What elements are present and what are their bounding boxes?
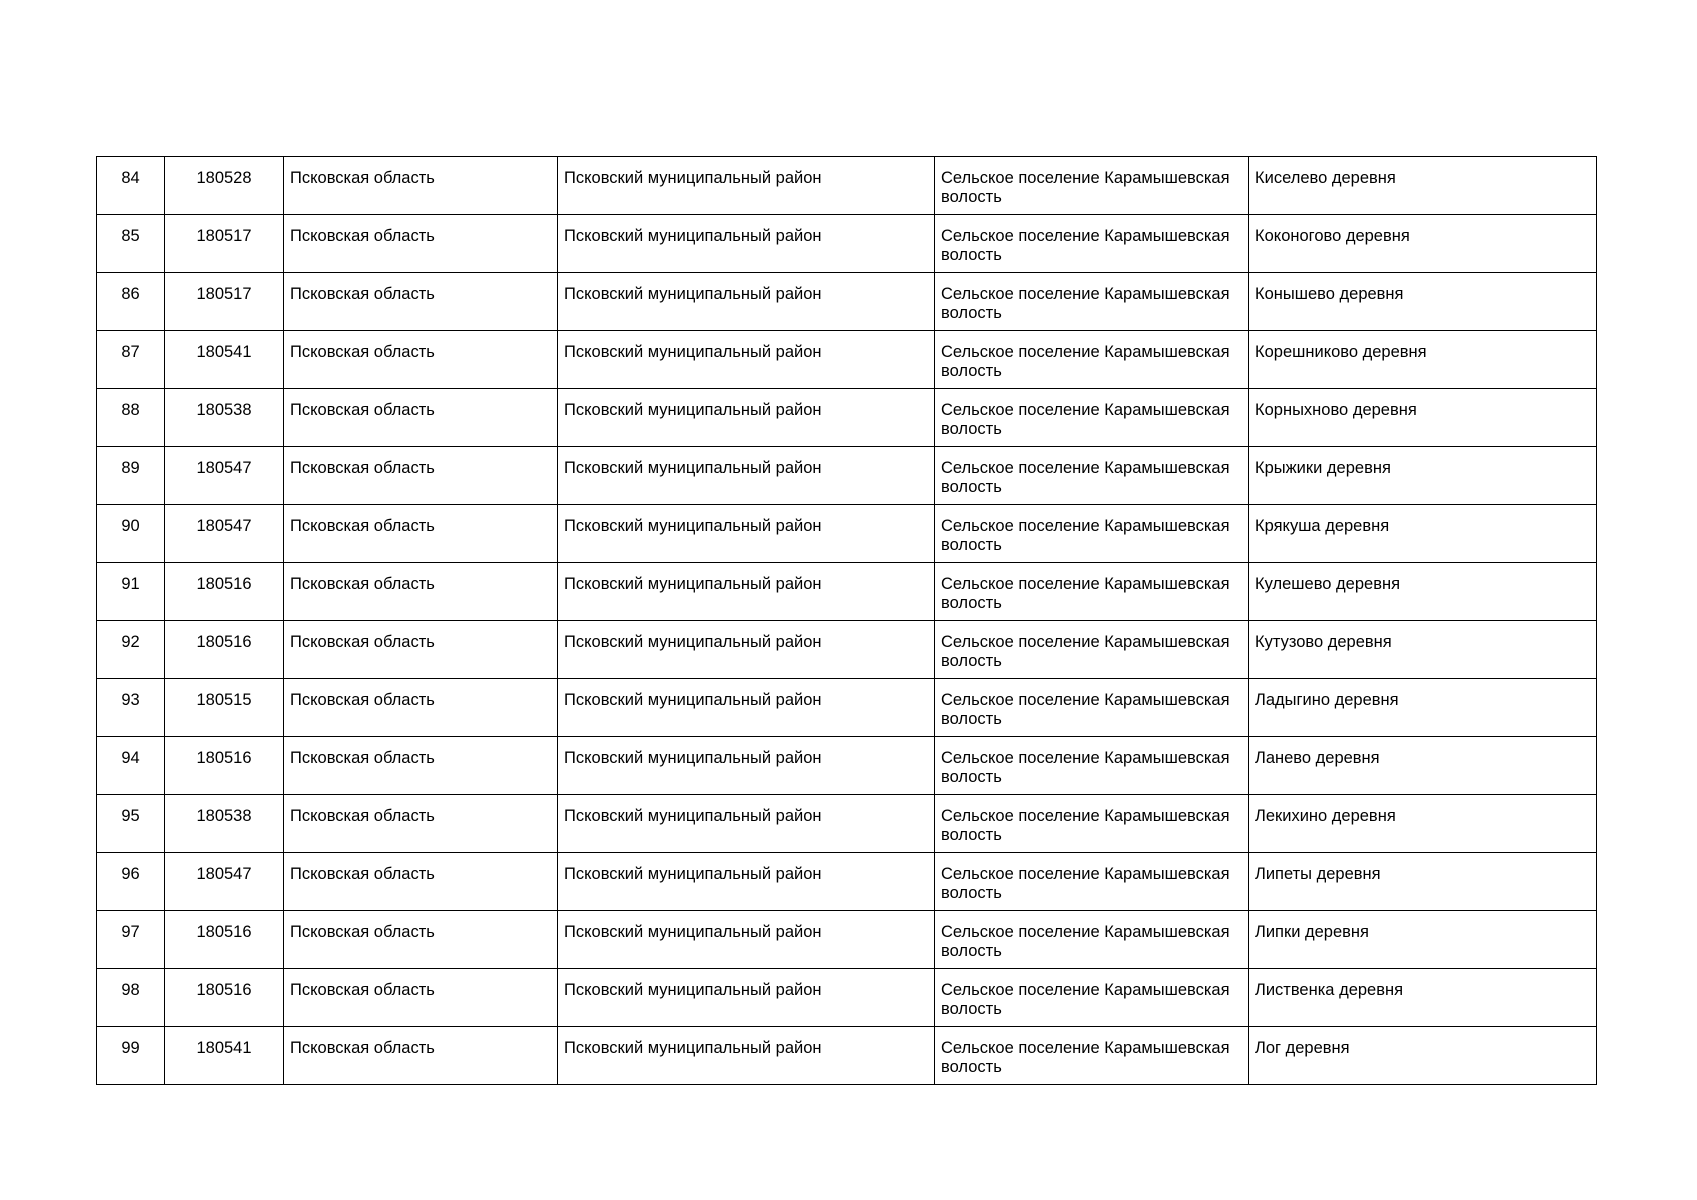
table-row [97, 737, 1597, 795]
locality-cell: Кутузово деревня [1249, 621, 1597, 679]
postal-code-cell: 180538 [165, 389, 284, 447]
district-cell: Псковский муниципальный район [558, 621, 935, 679]
table-row [97, 1027, 1597, 1085]
table-row [97, 621, 1597, 679]
region-cell: Псковская область [284, 563, 558, 621]
settlement-cell: Сельское поселение Карамышевская волость [935, 215, 1249, 273]
settlement-cell: Сельское поселение Карамышевская волость [935, 737, 1249, 795]
region-cell: Псковская область [284, 215, 558, 273]
locality-cell: Лиственка деревня [1249, 969, 1597, 1027]
settlement-cell: Сельское поселение Карамышевская волость [935, 621, 1249, 679]
region-cell: Псковская область [284, 157, 558, 215]
settlements-table [96, 156, 1597, 1085]
postal-code-cell: 180528 [165, 157, 284, 215]
settlement-cell: Сельское поселение Карамышевская волость [935, 157, 1249, 215]
table-row [97, 795, 1597, 853]
postal-code-cell: 180516 [165, 621, 284, 679]
settlement-cell: Сельское поселение Карамышевская волость [935, 331, 1249, 389]
locality-cell: Корныхново деревня [1249, 389, 1597, 447]
row-number-cell: 88 [97, 389, 165, 447]
region-cell: Псковская область [284, 505, 558, 563]
row-number-cell: 99 [97, 1027, 165, 1085]
row-number-cell: 86 [97, 273, 165, 331]
district-cell: Псковский муниципальный район [558, 795, 935, 853]
district-cell: Псковский муниципальный район [558, 505, 935, 563]
row-number-cell: 92 [97, 621, 165, 679]
row-number-cell: 87 [97, 331, 165, 389]
district-cell: Псковский муниципальный район [558, 563, 935, 621]
postal-code-cell: 180517 [165, 273, 284, 331]
postal-code-cell: 180515 [165, 679, 284, 737]
region-cell: Псковская область [284, 911, 558, 969]
postal-code-cell: 180538 [165, 795, 284, 853]
region-cell: Псковская область [284, 679, 558, 737]
district-cell: Псковский муниципальный район [558, 737, 935, 795]
table-row [97, 447, 1597, 505]
table-body [97, 157, 1597, 1085]
settlement-cell: Сельское поселение Карамышевская волость [935, 447, 1249, 505]
table-row [97, 273, 1597, 331]
locality-cell: Кулешево деревня [1249, 563, 1597, 621]
row-number-cell: 98 [97, 969, 165, 1027]
district-cell: Псковский муниципальный район [558, 215, 935, 273]
region-cell: Псковская область [284, 1027, 558, 1085]
region-cell: Псковская область [284, 853, 558, 911]
postal-code-cell: 180516 [165, 563, 284, 621]
postal-code-cell: 180547 [165, 447, 284, 505]
locality-cell: Коконогово деревня [1249, 215, 1597, 273]
postal-code-cell: 180547 [165, 505, 284, 563]
district-cell: Псковский муниципальный район [558, 969, 935, 1027]
table-row [97, 563, 1597, 621]
postal-code-cell: 180517 [165, 215, 284, 273]
row-number-cell: 84 [97, 157, 165, 215]
region-cell: Псковская область [284, 795, 558, 853]
row-number-cell: 89 [97, 447, 165, 505]
row-number-cell: 85 [97, 215, 165, 273]
table-row [97, 215, 1597, 273]
region-cell: Псковская область [284, 331, 558, 389]
district-cell: Псковский муниципальный район [558, 157, 935, 215]
postal-code-cell: 180516 [165, 737, 284, 795]
table-row [97, 911, 1597, 969]
settlement-cell: Сельское поселение Карамышевская волость [935, 563, 1249, 621]
locality-cell: Липки деревня [1249, 911, 1597, 969]
postal-code-cell: 180547 [165, 853, 284, 911]
region-cell: Псковская область [284, 621, 558, 679]
settlement-cell: Сельское поселение Карамышевская волость [935, 505, 1249, 563]
settlement-cell: Сельское поселение Карамышевская волость [935, 969, 1249, 1027]
table-row [97, 389, 1597, 447]
row-number-cell: 94 [97, 737, 165, 795]
postal-code-cell: 180541 [165, 331, 284, 389]
region-cell: Псковская область [284, 969, 558, 1027]
locality-cell: Крыжики деревня [1249, 447, 1597, 505]
district-cell: Псковский муниципальный район [558, 331, 935, 389]
row-number-cell: 95 [97, 795, 165, 853]
locality-cell: Киселево деревня [1249, 157, 1597, 215]
locality-cell: Крякуша деревня [1249, 505, 1597, 563]
table-row [97, 331, 1597, 389]
settlement-cell: Сельское поселение Карамышевская волость [935, 911, 1249, 969]
postal-code-cell: 180541 [165, 1027, 284, 1085]
locality-cell: Лекихино деревня [1249, 795, 1597, 853]
district-cell: Псковский муниципальный район [558, 273, 935, 331]
locality-cell: Ланево деревня [1249, 737, 1597, 795]
locality-cell: Липеты деревня [1249, 853, 1597, 911]
settlement-cell: Сельское поселение Карамышевская волость [935, 679, 1249, 737]
table-row [97, 505, 1597, 563]
settlement-cell: Сельское поселение Карамышевская волость [935, 273, 1249, 331]
region-cell: Псковская область [284, 447, 558, 505]
district-cell: Псковский муниципальный район [558, 1027, 935, 1085]
district-cell: Псковский муниципальный район [558, 389, 935, 447]
district-cell: Псковский муниципальный район [558, 447, 935, 505]
district-cell: Псковский муниципальный район [558, 679, 935, 737]
postal-code-cell: 180516 [165, 911, 284, 969]
row-number-cell: 91 [97, 563, 165, 621]
locality-cell: Ладыгино деревня [1249, 679, 1597, 737]
region-cell: Псковская область [284, 737, 558, 795]
locality-cell: Корешниково деревня [1249, 331, 1597, 389]
settlement-cell: Сельское поселение Карамышевская волость [935, 1027, 1249, 1085]
table-row [97, 853, 1597, 911]
row-number-cell: 96 [97, 853, 165, 911]
settlement-cell: Сельское поселение Карамышевская волость [935, 389, 1249, 447]
table-row [97, 969, 1597, 1027]
table-row [97, 157, 1597, 215]
row-number-cell: 97 [97, 911, 165, 969]
region-cell: Псковская область [284, 273, 558, 331]
table-row [97, 679, 1597, 737]
district-cell: Псковский муниципальный район [558, 911, 935, 969]
row-number-cell: 93 [97, 679, 165, 737]
postal-code-cell: 180516 [165, 969, 284, 1027]
settlement-cell: Сельское поселение Карамышевская волость [935, 795, 1249, 853]
district-cell: Псковский муниципальный район [558, 853, 935, 911]
locality-cell: Конышево деревня [1249, 273, 1597, 331]
locality-cell: Лог деревня [1249, 1027, 1597, 1085]
region-cell: Псковская область [284, 389, 558, 447]
settlement-cell: Сельское поселение Карамышевская волость [935, 853, 1249, 911]
row-number-cell: 90 [97, 505, 165, 563]
